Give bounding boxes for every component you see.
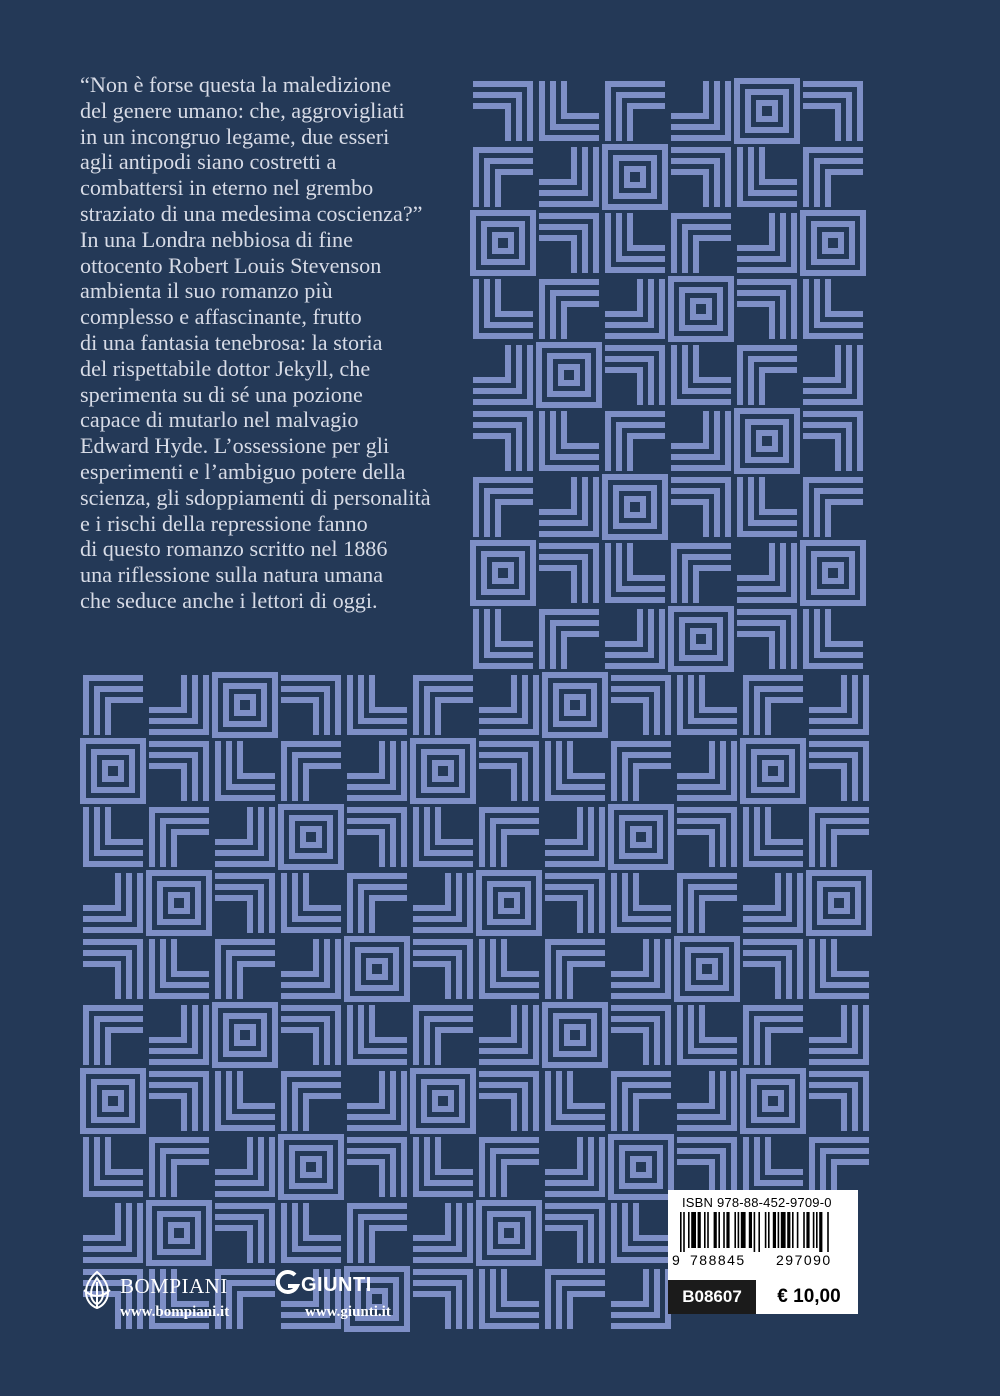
pattern-tile [149, 1005, 206, 1062]
pattern-tile [806, 480, 863, 537]
pattern-tile [83, 1203, 140, 1260]
pattern-tile [743, 873, 800, 930]
product-code: B08607 [668, 1280, 756, 1314]
pattern-tile [482, 810, 539, 867]
pattern-tile [803, 414, 860, 471]
pattern-tile [149, 1203, 209, 1263]
barcode-digit-lead: 9 [672, 1252, 682, 1268]
pattern-tile [803, 213, 863, 273]
pattern-tile [350, 1206, 407, 1263]
bompiani-name: BOMPIANI [120, 1274, 228, 1298]
pattern-tile [611, 678, 668, 735]
pattern-tile [545, 1137, 602, 1194]
pattern-tile [473, 345, 530, 402]
pattern-tile [737, 213, 794, 270]
barcode-bar [806, 1212, 809, 1248]
pattern-tile [539, 345, 599, 405]
pattern-tile [674, 345, 731, 402]
pattern-tile [215, 1137, 272, 1194]
pattern-tile [809, 744, 866, 801]
pattern-tile [548, 741, 605, 798]
pattern-tile [83, 741, 143, 801]
barcode-bar [734, 1212, 736, 1248]
pattern-tile [812, 939, 869, 996]
pattern-tile [677, 1140, 734, 1197]
barcode-bar [797, 1212, 799, 1248]
pattern-tile [611, 1008, 668, 1065]
barcode-bar [773, 1212, 776, 1248]
pattern-tile [479, 675, 536, 732]
pattern-tile [605, 609, 662, 666]
barcode-bar [819, 1212, 822, 1252]
pattern-tile [542, 612, 599, 669]
pattern-tile [347, 810, 404, 867]
bompiani-url: www.bompiani.it [120, 1304, 230, 1320]
barcode-bar [698, 1212, 701, 1248]
barcode-bar [718, 1212, 720, 1248]
pattern-tile [86, 1137, 143, 1194]
pattern-tile [608, 213, 665, 270]
pattern-tile [218, 942, 275, 999]
pattern-tile [809, 1005, 866, 1062]
pattern-tile [611, 807, 671, 867]
giunti-logo [275, 1268, 425, 1328]
pattern-tile [284, 1203, 341, 1260]
pattern-tile [86, 1008, 143, 1065]
pattern-tile [152, 939, 209, 996]
pattern-tile [614, 1203, 671, 1260]
barcode-bar [683, 1212, 685, 1252]
barcode-bar [741, 1212, 746, 1248]
pattern-tile [548, 942, 605, 999]
barcode-bar [749, 1212, 752, 1248]
pattern-tile [806, 150, 863, 207]
pattern-tile [476, 609, 533, 666]
barcode-bar [680, 1212, 682, 1252]
pattern-tile [215, 675, 275, 735]
pattern-tile [149, 675, 206, 732]
pattern-tile [746, 1008, 803, 1065]
pattern-tile [671, 279, 731, 339]
pattern-tile [350, 1005, 407, 1062]
barcode-bar [813, 1212, 815, 1248]
pattern-tile [479, 873, 539, 933]
pattern-tile [347, 1071, 404, 1128]
barcode-bar [792, 1212, 794, 1248]
pattern-tile [413, 873, 470, 930]
bompiani-flower-icon [80, 1268, 114, 1312]
pattern-tile [548, 1272, 605, 1329]
pattern-tile [86, 678, 143, 735]
pattern-tile [86, 807, 143, 864]
pattern-tile [740, 477, 797, 534]
pattern-tile [416, 1137, 473, 1194]
pattern-tile [479, 1203, 539, 1263]
pattern-tile [476, 150, 533, 207]
barcode-bar [758, 1212, 760, 1252]
pattern-tile [677, 1071, 734, 1128]
pattern-tile [743, 1071, 803, 1131]
pattern-tile [680, 876, 737, 933]
pattern-tile [809, 873, 869, 933]
pattern-tile [284, 744, 341, 801]
pattern-tile [545, 1005, 605, 1065]
pattern-tile [806, 609, 863, 666]
pattern-tile [539, 147, 596, 204]
pattern-tile [746, 678, 803, 735]
pattern-tile [605, 348, 662, 405]
pattern-tile [413, 1071, 473, 1131]
pattern-tile [284, 873, 341, 930]
pattern-tile [215, 807, 272, 864]
pattern-tile [803, 345, 860, 402]
pattern-tile [737, 81, 797, 141]
pattern-tile [542, 282, 599, 339]
barcode-bar [714, 1212, 717, 1248]
back-cover-blurb: “Non è forse questa la maledizione del genere umano: che, aggrovigliati in un incongruo legame, due esseri agli antipodi siano costretti a combattersi in eterno nel grembo straziato di una medesima coscienza?” In una Londra nebbiosa di fine ottocento Robert Louis Stevenson ambienta il suo romanzo più complesso e affascinante, frutto di una fantasia tenebrosa: la storia del rispettabile dottor Jekyll, che sperimenta su di sé una pozione capace di mutarlo nel malvagio Edward Hyde. L’ossessione per gli esperimenti e l’ambiguo potere della scienza, gli sdoppiamenti di personalità e i rischi della repressione fanno di questo romanzo scritto nel 1886 una riflessione sulla natura umana che seduce anche i lettori di oggi. [80, 72, 431, 613]
pattern-tile [218, 741, 275, 798]
pattern-tile [413, 942, 470, 999]
pattern-tile [545, 1206, 602, 1263]
pattern-tile [803, 543, 863, 603]
pattern-tile [479, 1074, 536, 1131]
barcode-bar [704, 1212, 706, 1248]
code-price-row [668, 1280, 858, 1314]
pattern-tile [347, 741, 404, 798]
pattern-tile [611, 1269, 668, 1326]
barcode-bars [680, 1212, 846, 1252]
pattern-tile [743, 741, 803, 801]
pattern-tile [473, 543, 533, 603]
giunti-url: www.giunti.it [305, 1304, 391, 1320]
pattern-tile [746, 1137, 803, 1194]
pattern-tile [482, 1140, 539, 1197]
pattern-tile [416, 1008, 473, 1065]
pattern-tile [677, 939, 737, 999]
barcode-bar [738, 1212, 740, 1248]
pattern-tile [671, 150, 728, 207]
pattern-tile [281, 678, 338, 735]
barcode-bar [803, 1212, 805, 1248]
pattern-tile [539, 546, 596, 603]
giunti-name: GIUNTI [301, 1274, 372, 1296]
pattern-tile [809, 1074, 866, 1131]
barcode-bar [816, 1212, 818, 1248]
pattern-tile [671, 411, 728, 468]
pattern-tile [737, 411, 797, 471]
pattern-tile [542, 81, 599, 138]
pattern-tile [614, 1074, 671, 1131]
pattern-tile [350, 675, 407, 732]
barcode-digits-left: 788845 [690, 1252, 746, 1268]
pattern-tile [680, 1005, 737, 1062]
pattern-tile [545, 807, 602, 864]
pattern-tile [740, 147, 797, 204]
bompiani-logo [80, 1268, 250, 1328]
barcode-bar [781, 1212, 786, 1248]
pattern-tile [605, 147, 665, 207]
pattern-tile [548, 1071, 605, 1128]
pattern-tile [809, 675, 866, 732]
pattern-tile [539, 216, 596, 273]
pattern-tile [737, 282, 794, 339]
pattern-tile [614, 744, 671, 801]
pattern-tile [218, 1071, 275, 1128]
pattern-tile [611, 939, 668, 996]
barcode-bar [688, 1212, 690, 1248]
pattern-tile [413, 1203, 470, 1260]
giunti-g-icon [275, 1268, 301, 1298]
pattern-tile [608, 543, 665, 600]
pattern-tile [740, 348, 797, 405]
pattern-tile [812, 1140, 869, 1197]
pattern-tile [413, 741, 473, 801]
pattern-tile [347, 1140, 404, 1197]
barcode-bar [778, 1212, 780, 1248]
pattern-tile [539, 477, 596, 534]
pattern-tile [416, 807, 473, 864]
pattern-tile [215, 876, 272, 933]
barcode-bar [707, 1212, 709, 1248]
pattern-tile [680, 675, 737, 732]
barcode-digits-right: 297090 [776, 1252, 832, 1268]
pattern-tile [83, 873, 140, 930]
pattern-tile [746, 807, 803, 864]
pattern-tile [350, 876, 407, 933]
barcode-bar [765, 1212, 767, 1248]
pattern-tile [608, 84, 665, 141]
barcode-bar [787, 1212, 790, 1248]
pattern-tile [473, 414, 530, 471]
pattern-tile [83, 942, 140, 999]
barcode-bar [726, 1212, 729, 1248]
pattern-tile [479, 1005, 536, 1062]
barcode-bar [827, 1212, 829, 1252]
pattern-tile [482, 939, 539, 996]
price: € 10,00 [777, 1286, 841, 1307]
pattern-tile [149, 873, 209, 933]
pattern-tile [671, 609, 731, 669]
barcode-bar [691, 1212, 696, 1248]
pattern-tile [608, 414, 665, 471]
pattern-tile [149, 1074, 206, 1131]
barcode-bar [754, 1212, 756, 1252]
pattern-tile [671, 480, 728, 537]
pattern-tile [677, 741, 734, 798]
barcode-bar [768, 1212, 770, 1248]
barcode-panel [668, 1190, 858, 1314]
pattern-tile [674, 216, 731, 273]
pattern-tile [605, 477, 665, 537]
pattern-tile [812, 810, 869, 867]
pattern-tile [152, 810, 209, 867]
pattern-tile [281, 939, 338, 996]
pattern-tile [476, 480, 533, 537]
pattern-tile [803, 84, 860, 141]
pattern-tile [677, 810, 734, 867]
pattern-tile [743, 942, 800, 999]
pattern-tile [476, 279, 533, 336]
pattern-tile [737, 543, 794, 600]
pattern-tile [671, 81, 728, 138]
pattern-tile [347, 939, 407, 999]
pattern-tile [542, 411, 599, 468]
pattern-tile [281, 1008, 338, 1065]
barcode-bar [723, 1212, 725, 1248]
pattern-tile [215, 1206, 272, 1263]
pattern-tile [281, 1137, 341, 1197]
pattern-tile [614, 873, 671, 930]
pattern-tile [152, 1140, 209, 1197]
pattern-tile [737, 612, 794, 669]
pattern-tile [473, 213, 533, 273]
pattern-tile [416, 678, 473, 735]
pattern-tile [149, 744, 206, 801]
pattern-tile [806, 279, 863, 336]
pattern-tile [479, 744, 536, 801]
pattern-tile [674, 546, 731, 603]
pattern-tile [611, 1137, 671, 1197]
pattern-tile [605, 279, 662, 336]
pattern-tile [215, 1005, 275, 1065]
pattern-tile [83, 1071, 143, 1131]
pattern-tile [284, 1074, 341, 1131]
pattern-tile [473, 84, 530, 141]
pattern-tile [545, 876, 602, 933]
isbn-text: ISBN 978-88-452-9709-0 [682, 1195, 832, 1210]
pattern-tile [281, 807, 341, 867]
pattern-tile [545, 675, 605, 735]
pattern-tile [482, 1269, 539, 1326]
